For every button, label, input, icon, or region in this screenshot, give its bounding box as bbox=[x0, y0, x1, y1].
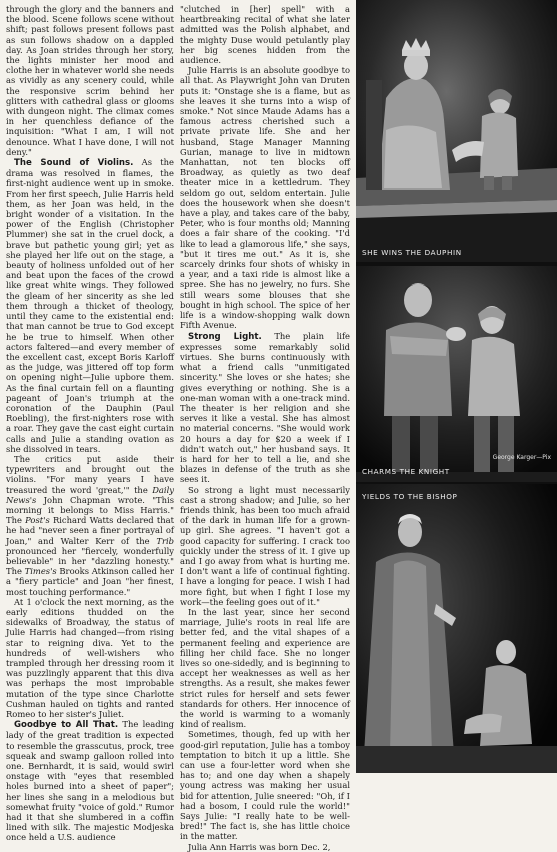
photo-caption: CHARMS THE KNIGHT bbox=[362, 467, 450, 476]
paragraph: So strong a light must necessarily cast a strong shadow; and Julie, so her friends think, has been too much afraid of the dark in human life for a grown-up girl. She agrees. "I haven't got a good capacity for suffering. I crack too quickly under the stress of it. I give up and I go away from what is hurting me. I don't want a life of continual fighting. I have a longing for peace. I wish I had more fight, but when I fight I lose my work—the feeling goes out of it." bbox=[180, 484, 350, 607]
section-heading: Goodbye to All That. bbox=[14, 720, 119, 731]
article-column-right bbox=[180, 4, 350, 852]
paragraph: The critics put aside their typewriters and brought out the violins. "For many years I have treasured the word 'great,'" the Daily News's John Chapman wrote. "This morning it belongs to Miss Harris." The Post's Richard Watts declared that he had "never seen a finer portrayal of Joan," and Walter Kerr of the Trib pronounced her "fiercely, wonderfully believable" in her "dazzling honesty." The Times's Brooks Atkinson called her a "fiery particle" and Joan "her finest, most touching performance." bbox=[6, 453, 174, 597]
paragraph: The Sound of Violins. As the drama was resolved in flames, the first-night audience went up in smoke. From her first speech, Julie Harris held them, as her Joan was held, in the bright wonder of a visitation. In the power of the English (Christopher Plummer) she sat in the cruel dock, a brave but pathetic young girl; yet as she played her life out on the stage, a beauty of holiness unfolded out of her and beat upon the faces of the crowd like great white wings. They followed the gleam of her sincerity as she led them through a thicket of theology, until they came to the existential end: that man cannot be true to God except he be true to himself. When other actors faltered—and every member of the excellent cast, except Boris Karloff as the judge, was jittered off top form on opening night—Julie upbore them. As the final curtain fell on a flaunting pageant of Joan's triumph at the coronation of the Dauphin (Paul Roebling), the first-nighters rose with a roar. They gave the cast eight curtain calls and Julie a standing ovation as she dissolved in tears. bbox=[6, 157, 174, 454]
photo-dauphin-image bbox=[356, 0, 557, 262]
paragraph: Sometimes, though, fed up with her good-girl reputation, Julie has a tomboy temptation to bitch it up a little. She can use a four-letter word when she has to; and one day when a shapely young actress was making her usual bid for attention, Julie sneered: "Oh, if I had a bosom, I could rule the world!" Says Julie: "I really hate to be well-bred!" The fact is, she has little choice in the matter. bbox=[180, 729, 350, 842]
paragraph: In the last year, since her second marriage, Julie's roots in real life are better fed, and the vital shapes of a permanent feeling and experience are filling her child face. She no longer lives so one-sidedly, and is beginning to accept her weaknesses as well as her strengths. As a result, she makes fewer strict rules for herself and sets fewer standards for others. Her innocence of the world is warming to a womanly kind of realism. bbox=[180, 606, 350, 730]
photo-bishop-image bbox=[356, 484, 557, 773]
paragraph: through the glory and the banners and the blood. Scene follows scene without shift; past follows present follows past as sun follows shadow on a dappled day. As Joan strides through her story, the lights minister her mood and clothe her in whatever world she needs as vividly as any scenery could, while the responsive scrim behind her glitters with cathedral glass or glooms with dungeon night. The climax comes in her quenchless defiance of the inquisition: "What I am, I will not denounce. What I have done, I will not deny." bbox=[6, 4, 174, 157]
section-heading: The Sound of Violins. bbox=[14, 158, 134, 169]
photo-column bbox=[356, 0, 557, 773]
paragraph: "clutched in [her] spell" with a heartbreaking recital of what she later admitted was the Polish alphabet, and the mighty Duse would petulantly play her big scenes hidden from the audience. bbox=[180, 4, 350, 66]
paragraph: Goodbye to All That. The leading lady of the great tradition is expected to resemble the grasscutus, prock, tree squeak and swamp galloon rolled into one. Bernhardt, it is said, would swirl onstage with "eyes that resembled holes burned into a sheet of paper"; her lines she sang in a melodious but somewhat fruity "voice of gold." Rumor had it that she slumbered in a coffin lined with silk. The majestic Modjeska once held a U.S. audience bbox=[6, 719, 175, 843]
photo-knight-image bbox=[356, 266, 557, 482]
section-heading: Strong Light. bbox=[188, 331, 262, 342]
photo-dauphin bbox=[356, 0, 557, 262]
photo-caption: YIELDS TO THE BISHOP bbox=[362, 492, 458, 501]
photo-credit: George Karger—Pix bbox=[492, 454, 551, 461]
paragraph: Julia Ann Harris was born Dec. 2, bbox=[188, 841, 331, 852]
paragraph: Julie Harris is an absolute goodbye to all that. As Playwright John van Druten puts it: "Onstage she is a flame, but as she leaves it she turns into a wisp of smoke." Not since Maude Adams has a famous actress cherished such a private private life. She and her husband, Stage Manager Manning Gurian, manage to live in midtown Manhattan, not ten blocks off Broadway, as quietly as two deaf theater mice in a kettledrum. They seldom go out, seldom entertain. Julie does the housework when she doesn't have a play, and takes care of the baby, Peter, who is four months old; Manning does a fair share of the cooking. "I'd like to lead a glamorous life," she says, "but it tires me out." As it is, she scarcely drinks four shots of whisky in a year, and a taxi ride is almost like a spree. She has no jewelry, no furs. She still wears some blouses that she bought in high school. The spice of her life is a window-shopping walk down Fifth Avenue. bbox=[180, 65, 350, 331]
photo-caption: SHE WINS THE DAUPHIN bbox=[362, 248, 462, 257]
paragraph: At 1 o'clock the next morning, as the early editions thudded on the sidewalks of Broadway, the status of Julie Harris had changed—from rising star to reigning diva. Yet to the hundreds of well-wishers who trampled through her dressing room it was puzzlingly apparent that this diva was perhaps the most improbable mutation of the type since Charlotte Cushman hauled on tights and ranted Romeo to her sister's Juliet. bbox=[6, 596, 174, 720]
photo-knight bbox=[356, 266, 557, 482]
paragraph: Strong Light. The plain life expresses some remarkably solid virtues. She burns continuously with what a friend calls "unmitigated sincerity." She loves or she hates; she gives everything or nothing. She is a one-man woman with a one-track mind. The theater is her religion and she serves it like a vestal. She has almost no material concerns. "She would work 20 hours a day for $20 a week if I didn't watch out," her husband says. It is hard for her to tell a lie, and she blazes in defense of the truth as she sees it. bbox=[180, 330, 350, 485]
article-column-left bbox=[6, 4, 174, 843]
photo-bishop bbox=[356, 484, 557, 773]
